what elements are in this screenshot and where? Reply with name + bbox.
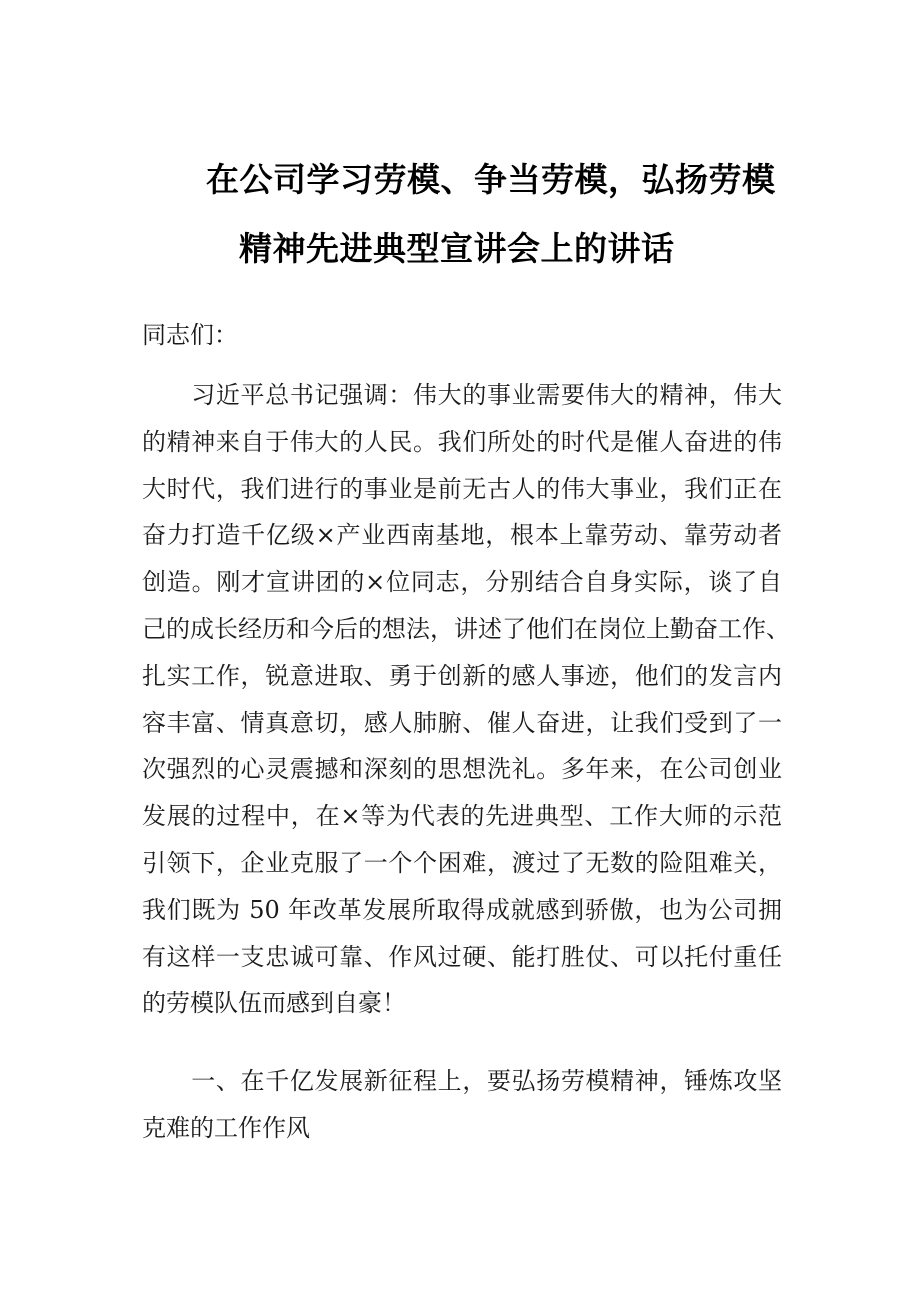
paragraph-line: 大时代，我们进行的事业是前无古人的伟大事业，我们正在: [142, 474, 782, 503]
section-heading-line: 克难的工作作风: [142, 1113, 310, 1142]
salutation: 同志们：: [142, 321, 238, 349]
paragraph-line: 的劳模队伍而感到自豪！: [142, 989, 406, 1018]
paragraph-line: 的精神来自于伟大的人民。我们所处的时代是催人奋进的伟: [142, 427, 782, 456]
document-title-line-2: 精神先进典型宣讲会上的讲话: [239, 229, 675, 268]
paragraph-line: 有这样一支忠诚可靠、作风过硬、能打胜仗、可以托付重任: [142, 942, 782, 971]
paragraph-line: 引领下，企业克服了一个个困难，渡过了无数的险阻难关，: [142, 848, 782, 877]
paragraph-line: 奋力打造千亿级×产业西南基地，根本上靠劳动、靠劳动者: [142, 521, 782, 550]
paragraph-line: 扎实工作，锐意进取、勇于创新的感人事迹，他们的发言内: [142, 661, 782, 690]
main-paragraph: [142, 372, 790, 1027]
paragraph-line: 容丰富、情真意切，感人肺腑、催人奋进，让我们受到了一: [142, 708, 782, 737]
document-title-line-1: 在公司学习劳模、争当劳模，弘扬劳模: [206, 160, 776, 199]
paragraph-line: 己的成长经历和今后的想法，讲述了他们在岗位上勤奋工作、: [142, 614, 790, 643]
paragraph-line: 我们既为 50 年改革发展所取得成就感到骄傲，也为公司拥: [142, 895, 782, 924]
paragraph-line: 发展的过程中，在×等为代表的先进典型、工作大师的示范: [142, 802, 782, 831]
section-heading: [142, 1058, 782, 1152]
section-heading-line: 一、在千亿发展新征程上，要弘扬劳模精神，锤炼攻坚: [142, 1067, 782, 1095]
paragraph-line: 习近平总书记强调：伟大的事业需要伟大的精神，伟大: [142, 381, 782, 409]
paragraph-line: 次强烈的心灵震撼和深刻的思想洗礼。多年来，在公司创业: [142, 755, 782, 784]
paragraph-line: 创造。刚才宣讲团的×位同志，分别结合自身实际，谈了自: [142, 568, 782, 597]
